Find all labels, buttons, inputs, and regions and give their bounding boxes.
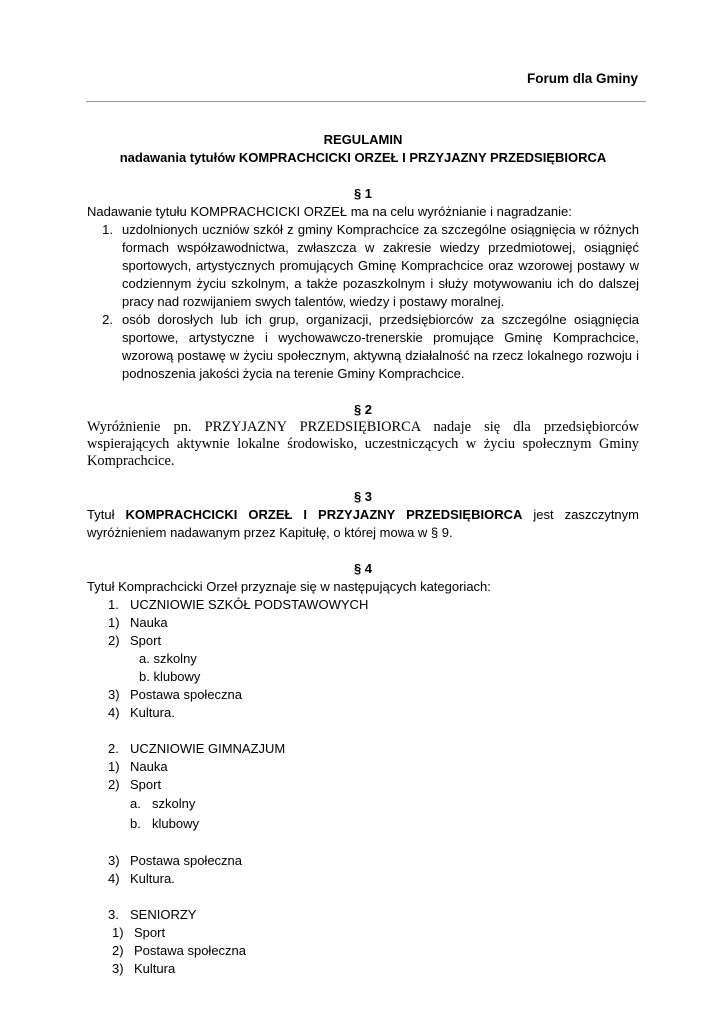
subcategory-number: 1) <box>112 925 124 940</box>
category-number: 2. <box>108 741 119 756</box>
section-2-heading: § 2 <box>353 402 373 417</box>
category-item <box>87 740 639 758</box>
subcategory-number: 4) <box>108 705 120 720</box>
category-number: 3. <box>108 907 119 922</box>
subcategory-label: Postawa społeczna <box>134 943 247 958</box>
subcategory-label: Sport <box>130 633 162 648</box>
list-text: osób dorosłych lub ich grup, organizacji, przedsiębiorców za szczególne osiągnięcia sportowe, artystyczne i wychowawczo-trenerskie promujące Gminę Komprachcice, wzorową postawę w życiu społecznym, aktywną działalność na rzecz lokalnego rozwoju i podnoszenia jakości życia na terenie Gminy Komprachcice. <box>122 312 639 381</box>
subcategory-item <box>87 960 639 978</box>
category-number: 1. <box>108 597 119 612</box>
subcategory-number: 3) <box>108 853 120 868</box>
category-item <box>87 596 639 614</box>
sport-type-label: a. szkolny <box>139 651 197 666</box>
category-item <box>87 906 639 924</box>
subcategory-item <box>87 924 639 942</box>
category-label: UCZNIOWIE SZKÓŁ PODSTAWOWYCH <box>130 597 369 612</box>
section-2-text: Wyróżnienie pn. PRZYJAZNY PRZEDSIĘBIORCA nadaje się dla przedsiębiorców wspierających aktywnie lokalne środowisko, uczestniczących w życiu społecznym Gminy Komprachcice. <box>87 419 639 469</box>
category-label: UCZNIOWIE GIMNAZJUM <box>130 741 286 756</box>
list-number: 2. <box>102 312 113 327</box>
document-subtitle: nadawania tytułów KOMPRACHCICKI ORZEŁ I PRZYJAZNY PRZEDSIĘBIORCA <box>119 150 607 165</box>
header-divider <box>86 101 646 102</box>
subcategory-number: 1) <box>108 759 120 774</box>
subcategory-number: 2) <box>108 633 120 648</box>
section-1-heading: § 1 <box>353 186 373 201</box>
subcategory-item <box>87 632 639 650</box>
category-label: SENIORZY <box>130 907 197 922</box>
section-4-heading: § 4 <box>353 561 373 576</box>
section-3-heading: § 3 <box>353 489 373 504</box>
section-3-text <box>87 506 639 542</box>
subcategory-label: Sport <box>134 925 166 940</box>
subcategory-label: Nauka <box>130 759 168 774</box>
section-1-intro: Nadawanie tytułu KOMPRACHCICKI ORZEŁ ma na celu wyróżnianie i nagradzanie: <box>87 204 572 219</box>
section-1-item <box>87 311 639 383</box>
subcategory-label: Nauka <box>130 615 168 630</box>
section-3-pre: Tytuł <box>87 507 126 522</box>
subcategory-label: Sport <box>130 777 162 792</box>
sport-type-label: b. klubowy <box>139 669 201 684</box>
section-3-bold: KOMPRACHCICKI ORZEŁ I PRZYJAZNY PRZEDSIĘBIORCA <box>125 507 523 522</box>
sport-type-item <box>87 650 639 668</box>
subcategory-item <box>87 776 639 794</box>
subcategory-number: 3) <box>112 961 124 976</box>
subcategory-item <box>87 704 639 722</box>
subcategory-item <box>87 942 639 960</box>
subcategory-item <box>87 870 639 888</box>
list-number: 1. <box>102 222 113 237</box>
subcategory-number: 2) <box>112 943 124 958</box>
sport-type-label: klubowy <box>152 816 199 831</box>
sport-type-letter: b. <box>130 816 141 831</box>
document-title: REGULAMIN <box>323 132 403 147</box>
subcategory-label: Postawa społeczna <box>130 687 243 702</box>
sport-type-item <box>87 814 639 834</box>
list-text: uzdolnionych uczniów szkół z gminy Komprachcice za szczególne osiągnięcia w różnych formach współzawodnictwa, zwłaszcza w zakresie wiedzy przedmiotowej, osiągnięć sportowych, artystycznych promujących Gminę Komprachcice oraz wzorowej postawy w codziennym życiu szkolnym, a także pozaszkolnym i służy motywowaniu ich do dalszej pracy nad rozwijaniem swych talentów, wiedzy i postawy moralnej. <box>122 222 639 309</box>
section-4-intro: Tytuł Komprachcicki Orzeł przyznaje się w następujących kategoriach: <box>87 579 491 594</box>
subcategory-number: 3) <box>108 687 120 702</box>
subcategory-number: 1) <box>108 615 120 630</box>
subcategory-item <box>87 614 639 632</box>
page-header: Forum dla Gminy <box>526 71 638 86</box>
sport-type-item <box>87 668 639 686</box>
subcategory-item <box>87 852 639 870</box>
subcategory-label: Kultura. <box>130 871 175 886</box>
subcategory-label: Kultura <box>134 961 176 976</box>
sport-type-letter: a. <box>130 796 141 811</box>
subcategory-label: Kultura. <box>130 705 175 720</box>
subcategory-item <box>87 686 639 704</box>
section-1-item <box>87 221 639 311</box>
subcategory-item <box>87 758 639 776</box>
sport-type-item <box>87 794 639 814</box>
section-3-post: jest zaszczytnym wyróżnieniem nadawanym przez Kapitułę, o której mowa w § 9. <box>87 507 639 540</box>
sport-type-label: szkolny <box>152 796 196 811</box>
document-body <box>87 131 639 978</box>
subcategory-number: 2) <box>108 777 120 792</box>
subcategory-label: Postawa społeczna <box>130 853 243 868</box>
subcategory-number: 4) <box>108 871 120 886</box>
